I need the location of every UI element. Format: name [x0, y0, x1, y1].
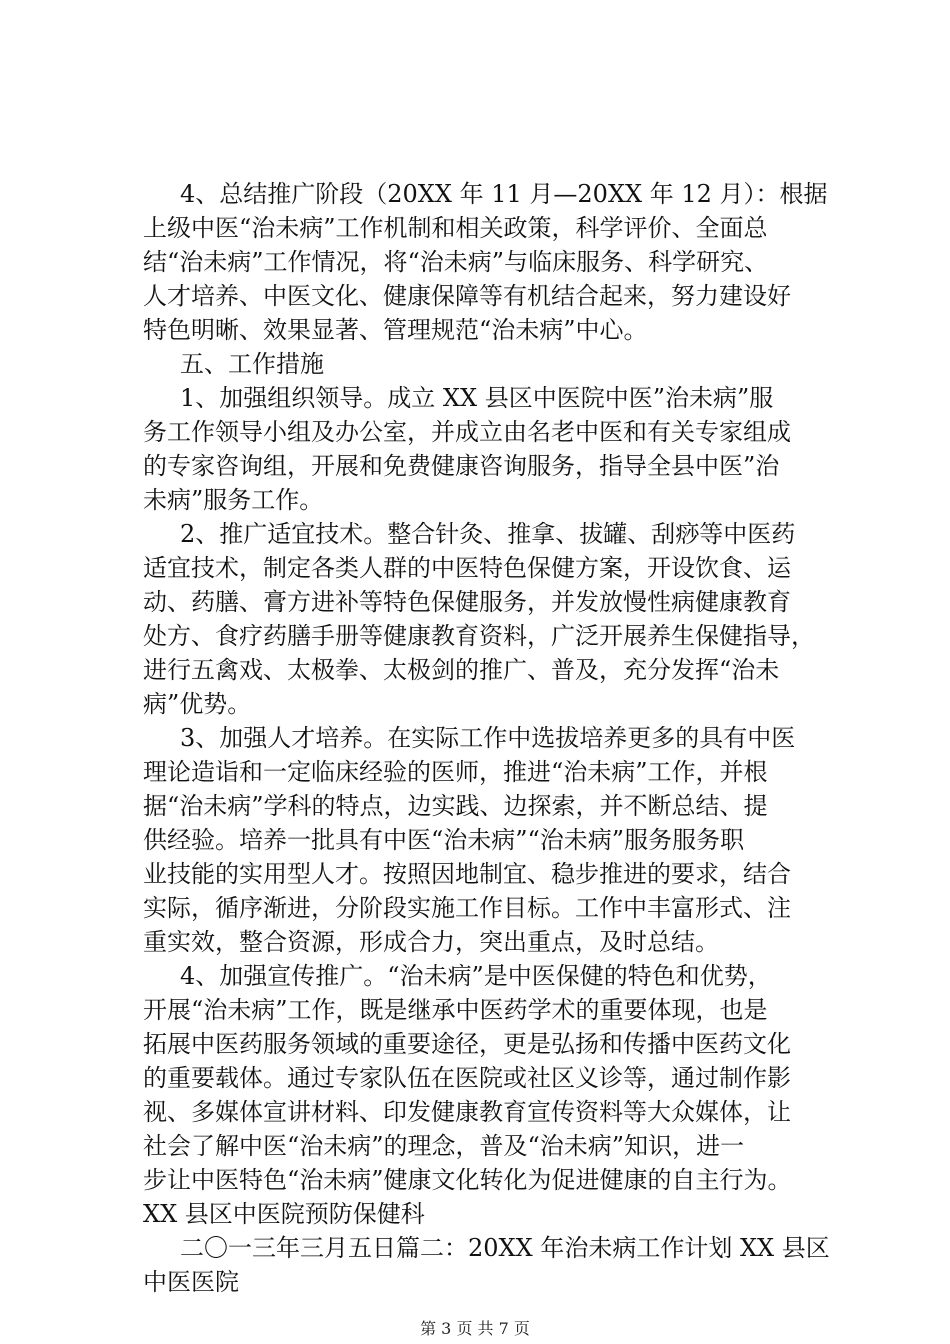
text-line: 理论造诣和一定临床经验的医师，推进“治未病”工作，并根: [143, 758, 768, 786]
text-line: 步让中医特色“治未病”健康文化转化为促进健康的自主行为。: [143, 1166, 792, 1194]
text-line: 据“治未病”学科的特点，边实践、边探索，并不断总结、提: [143, 792, 768, 820]
text-line: 开展“治未病”工作，既是继承中医药学术的重要体现，也是: [143, 996, 768, 1024]
text-line: 处方、食疗药膳手册等健康教育资料，广泛开展养生保健指导，: [143, 622, 815, 650]
text-line: 供经验。培养一批具有中医“治未病”“治未病”服务服务职: [143, 826, 745, 854]
text-line: 适宜技术，制定各类人群的中医特色保健方案，开设饮食、运: [143, 554, 791, 582]
text-line: 务工作领导小组及办公室，并成立由名老中医和有关专家组成: [143, 418, 791, 446]
text-line: 实际，循序渐进，分阶段实施工作目标。工作中丰富形式、注: [143, 894, 791, 922]
text-line: 中医医院: [143, 1268, 239, 1296]
page-number: 第 3 页 共 7 页: [420, 1319, 530, 1338]
text-line: 重实效，整合资源，形成合力，突出重点，及时总结。: [143, 928, 719, 956]
text-line: 人才培养、中医文化、健康保障等有机结合起来，努力建设好: [143, 282, 791, 310]
text-line: 视、多媒体宣讲材料、印发健康教育宣传资料等大众媒体，让: [143, 1098, 791, 1126]
text-line: 社会了解中医“治未病”的理念，普及“治未病”知识，进一: [143, 1132, 745, 1160]
text-line: 病”优势。: [143, 690, 252, 718]
text-line: 未病”服务工作。: [143, 486, 324, 514]
text-line: 4、总结推广阶段（20XX 年 11 月—20XX 年 12 月）：根据: [180, 180, 828, 208]
text-line: 1、加强组织领导。成立 XX 县区中医院中医”治未病”服: [180, 384, 774, 412]
signature-department: XX 县区中医院预防保健科: [143, 1200, 425, 1228]
text-line: 动、药膳、膏方进补等特色保健服务，并发放慢性病健康教育: [143, 588, 791, 616]
text-line: 业技能的实用型人才。按照因地制宜、稳步推进的要求，结合: [143, 860, 791, 888]
text-line: 2、推广适宜技术。整合针灸、推拿、拔罐、刮痧等中医药: [180, 520, 796, 548]
text-line: 3、加强人才培养。在实际工作中选拔培养更多的具有中医: [180, 724, 796, 752]
text-line: 上级中医“治未病”工作机制和相关政策，科学评价、全面总: [143, 214, 768, 242]
text-line: 4、加强宣传推广。“治未病”是中医保健的特色和优势，: [180, 962, 772, 990]
text-line: 的重要载体。通过专家队伍在医院或社区义诊等，通过制作影: [143, 1064, 791, 1092]
text-line: 拓展中医药服务领域的重要途径，更是弘扬和传播中医药文化: [143, 1030, 791, 1058]
section-heading: 五、工作措施: [180, 350, 324, 378]
text-line: 特色明晰、效果显著、管理规范“治未病”中心。: [143, 316, 648, 344]
text-line: 的专家咨询组，开展和免费健康咨询服务，指导全县中医”治: [143, 452, 780, 480]
text-line: 结“治未病”工作情况，将“治未病”与临床服务、科学研究、: [143, 248, 769, 276]
text-line: 进行五禽戏、太极拳、太极剑的推广、普及，充分发挥“治未: [143, 656, 780, 684]
text-line: 二〇一三年三月五日篇二：20XX 年治未病工作计划 XX 县区: [180, 1234, 830, 1262]
